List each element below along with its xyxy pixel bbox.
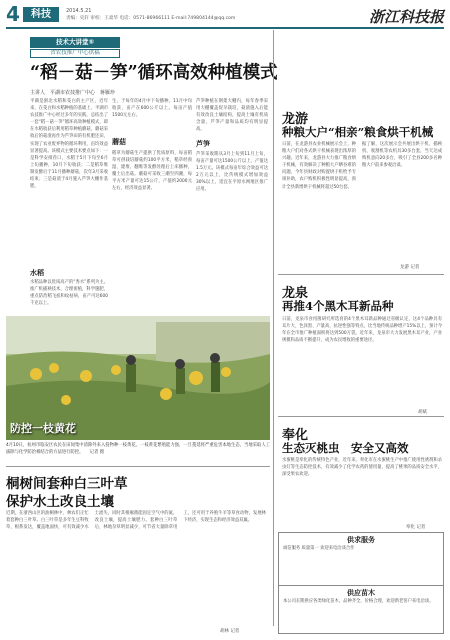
editor-contact: 责编：史轩 审校：王肃华 电话：0571-86966111 E-mail:749804144@qq.com — [66, 16, 236, 21]
topic-box: 技术大讲堂⑤ — [30, 37, 120, 48]
fenghua-text: 水蜜桃是奉化的传统特色产业，近年来，奉化市在水蜜桃生产中推广使用性诱剂和杀虫灯等生态防控技术，有效减少了化学农药的使用量，提高了桃果的品质安全水平，深受果农欢迎。 — [282, 458, 442, 478]
main-col2-text: 生，于每年的4月中下旬播种，11月中旬收获，亩产在600公斤以上。每亩产值1500元左右。 — [112, 99, 192, 119]
longyou-text-b: 据了解，这次展示会共展出烘干机、插秧机、收割机等农机具30多台套，当天达成购机意向20多台，吸引了全县200多名种粮大户前来参观洽谈。 — [362, 142, 442, 169]
photo-caption-label: 防控一枝黄花 — [10, 422, 76, 435]
bottom-rule — [6, 466, 270, 467]
right-rule-1 — [278, 274, 444, 275]
topic-subtitle: 省农技推广中心供稿 — [30, 49, 120, 58]
classifieds-title-2: 供应苗木 — [347, 589, 375, 597]
photo-caption-text: 4月10日，杭州市临安区农民在田间集中清除外来入侵物种一枝黄花。一枝黄花繁殖能力强，一旦蔓延将严重危害本地生态，当地采取人工拔除与化学防治相结合的方法进行防控。 记者 摄 — [6, 443, 270, 455]
longyou-region: 龙游 — [282, 112, 309, 127]
longquan-region: 龙泉 — [282, 286, 309, 301]
classifieds-text-2: 本公司长期供应各类绿化苗木，品种齐全，价格合理，欢迎新老客户来电洽谈。 — [283, 599, 434, 604]
main-col3-subhead: 芦笋 — [196, 140, 210, 148]
longyou-text: 日前，在龙游县农业机械展示会上，种粮大户们对各式烘干机械表现出浓厚的兴趣。近年来，龙游县大力推广粮食烘干机械，有效解决了种粮大户晒谷难的问题，今年县财政对购置烘干机给予专项补助，农户购机积极性明显提高，预计全县新增烘干机械将超过50台套。 — [282, 142, 356, 190]
classifieds-box — [278, 532, 444, 634]
main-col3-text: 芦笋种植在钢架大棚内，每年春季采用大棚覆盖促早栽培，菇渣施入后能有效改良土壤结构，提高土壤有机质含量，芦笋产量和品质均有明显提高。 — [196, 99, 268, 133]
longquan-headline: 再推4个黑木耳新品种 — [282, 299, 394, 313]
longquan-text: 日前，龙泉市食用菌研究所选育的4个黑木耳新品种通过省级认定，这4个品种具有耳片大、色泽黑、产量高、抗逆性强等特点，比当地传统品种增产15%以上，预计今年在全市推广种植面积将达到500万袋。近年来，龙泉市大力发展黑木耳产业，产业规模和品质不断提升，成为农民增收的重要途径。 — [282, 317, 442, 344]
issue-date: 2014.5.21 — [66, 8, 92, 14]
fenghua-headline: 生态灭桃虫 安全又高效 — [282, 441, 409, 455]
main-col2-subhead: 蘑菇 — [112, 138, 126, 146]
classifieds-divider — [279, 585, 443, 586]
bottom-headline-2: 保护水土改良土壤 — [6, 494, 114, 510]
fenghua-author: 奉化 记者 — [406, 525, 426, 530]
main-col3-text-b: 芦笋采收期从3月上旬到11月上旬，每亩产量可达1500公斤以上，产值达1.5万元。该模式每亩年综合效益可达2万元以上，比传统模式增加效益30%以上，适宜在平原水网地区推广应用。 — [196, 152, 268, 193]
longyou-headline: 种粮大户“相亲”粮食烘干机械 — [282, 125, 434, 139]
masthead — [6, 4, 446, 26]
longyou-author: 龙游 记者 — [400, 265, 420, 270]
section-badge: 科技 — [23, 7, 59, 22]
fenghua-region: 奉化 — [282, 428, 309, 443]
bottom-author: 胡林 记者 — [220, 629, 240, 634]
field-photo — [6, 316, 270, 440]
right-rule-2 — [278, 416, 444, 417]
main-headline: “稻－菇－笋”循环高效种植模式 — [30, 63, 278, 83]
main-col1-subhead: 水稻 — [30, 269, 44, 277]
main-col1-text-b: 水稻品种以优质高产的“秀水”系列为主。推广机插秧技术，合理密植，科学施肥，重点防治稻飞虱和纹枯病，亩产可达600千克以上。 — [30, 280, 108, 307]
page-number: 4 — [6, 2, 20, 26]
classifieds-text-1: 诚信服务 质量第一 欢迎来电洽谈合作 — [283, 546, 355, 551]
paper-name: 浙江科技报 — [368, 8, 444, 26]
main-byline: 主讲人 平湖市农技推广中心 蒋雁珍 — [30, 90, 116, 96]
masthead-rule — [6, 27, 444, 29]
longquan-author: 胡斌 — [418, 410, 427, 415]
main-col2-text-b: 稻草为蘑菇生产提供了优质原料，每亩稻草可供栽培蘑菇约100平方米，稻草经预湿、建堆、翻堆等发酵处理后上床播种，覆土后出菇。蘑菇可采收三潮至四潮，每平方米产量可达15公斤，产值约2000元左右，经济效益显著。 — [112, 151, 192, 192]
main-col1-text: 平湖是浙北水稻和茭白的主产区，近年来，在茭白和水稻种植的基础上，平湖市农技推广中心经过多年的实践，总结出了一套“稻－菇－笋”循环高效种植模式，即在水稻收获后利用稻草种植蘑菇，蘑菇采收后的菇渣再作为芦笋田的有机肥还田，实现了农业废弃物的循环利用，亩均效益显著提高。该模式主要技术要点如下：一是科学安排茬口，水稻于5月下旬至6月上旬播种，10月下旬收获；二是稻草堆制发酵后于11月播种蘑菇，次年3月采收结束；三是菇渣于4月施入芦笋大棚作基肥。 — [30, 99, 108, 190]
right-column-divider — [273, 30, 274, 626]
bottom-headline-1: 桐树间套种白三叶草 — [6, 476, 128, 492]
classifieds-title-1: 供求服务 — [347, 536, 375, 544]
bottom-text: 近期，在浙西山区的油桐林中，林农们正忙着套种白三叶草。白三叶草是多年生豆科牧草，根系发达，覆盖地面快，可有效减少水土流失，同时其根瘤菌能固定空气中的氮，改良土壤，提高土壤肥力。套种白三叶草后，林地杂草明显减少，可节省大量除草用工，还可用于养殖牛羊等草食动物，发展林下经济，实现生态和经济效益双赢。 — [6, 511, 266, 531]
